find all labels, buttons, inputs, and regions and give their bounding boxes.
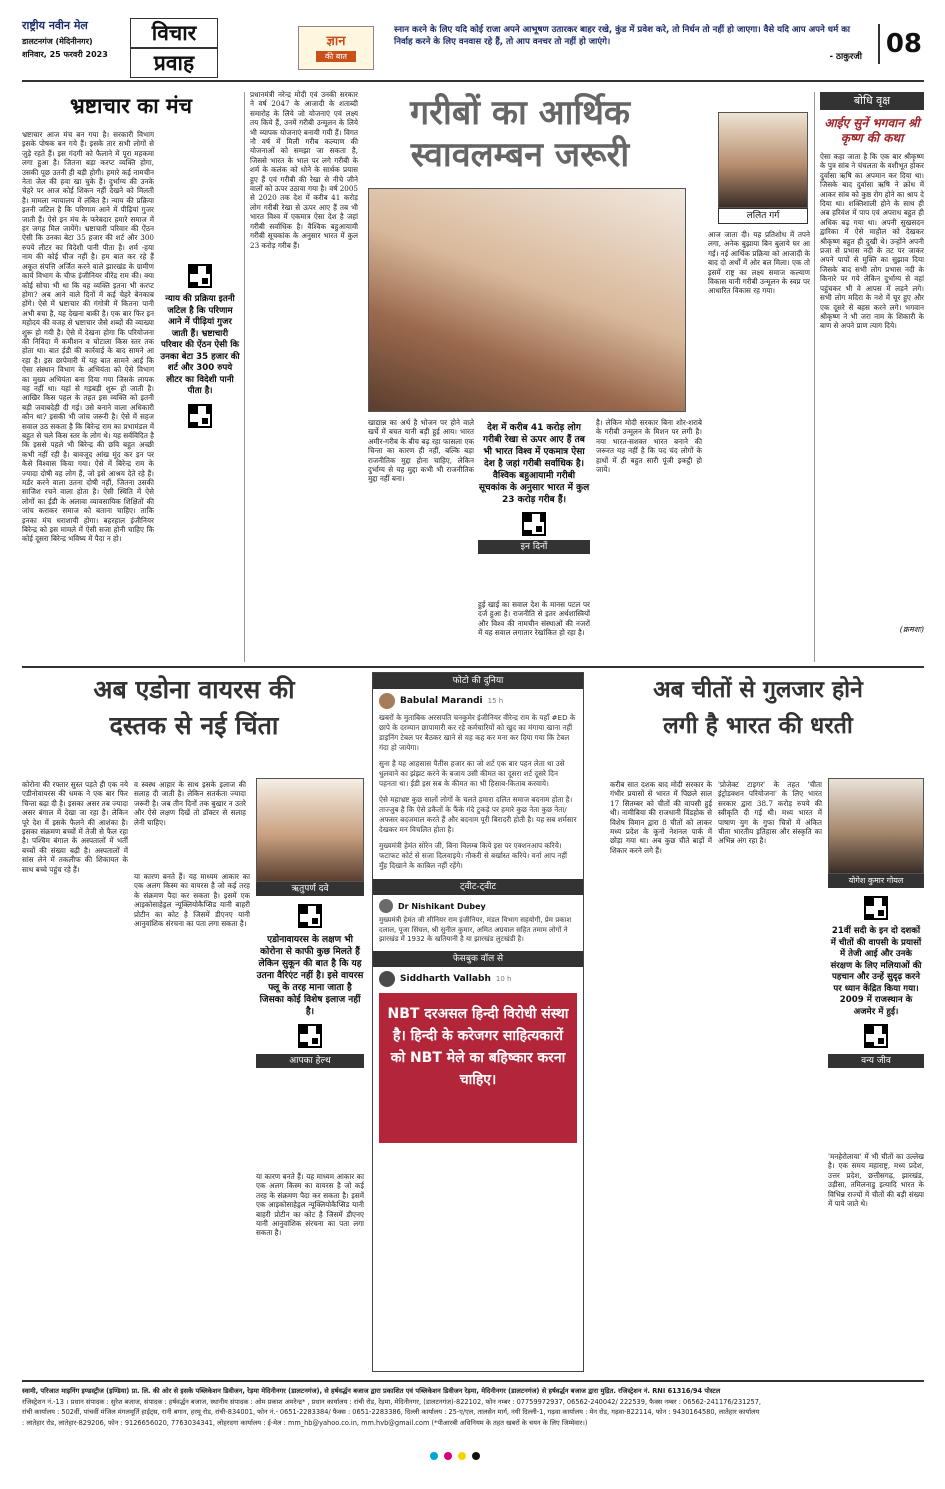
dot-icon [444,1452,452,1460]
cheetah-article [592,672,924,1372]
adenovirus-pull-quote-box [256,904,364,1068]
bodh-vriksh-title: आईए सुनें भगवान श्री कृष्ण की कथा [824,116,920,145]
photo-duniya-label: फोटो की दुनिया [373,673,583,689]
section-rule [22,666,924,668]
dot-icon [458,1452,466,1460]
qr-mark-icon [522,512,546,536]
post-text-2: सुना है यह आहसास पैतीस हजार का जो शर्ट एक बार पहन लेता था उसे धुलवाने का झंझट करने के बजाय उसी कीमत का दूसरा शर्ट दूसरे दिन पहनता था। ईडी इस सब के कीमत का भी हिसाब-किताब करवाये। [379,759,565,788]
in-dino-label: इन दिनों [478,540,590,554]
avatar [379,899,393,913]
qr-mark-icon [298,904,322,928]
gyan-badge [298,26,374,70]
imprint-line-2: रजिस्ट्रेशन नं.-13 । प्रधान संपादक : सुरेश बजाज, संपादक : हर्षवर्द्धन बजाज, स्थानीय संपादक : ओम प्रकाश अमरेन्द्र* , प्रधान कार्यालय : रांची रोड, रेड़मा, मेदिनीनगर, (डालटनगंज)-822102, फोन नम्बर : 07759972937, 06562-240042/ 222539, फैक्स नम्बर : 06562-241176/231257, [22,1397,762,1406]
post-header [379,693,577,709]
post-text-4: मुख्यमंत्री हेमंत सोरेन जी, बिना विलम्ब किये इस पर एक्शनआप करिये। फटाफट कोर्ट से सजा दिलवाइये। नौकरी से बर्खास्त करिये। वर्ना आप नहीं मुँह दिखाने के काबिल नहीं रहेंगे। [379,841,567,870]
bodh-vriksh-label: बोधि वृक्ष [820,92,924,110]
adenovirus-title [22,672,366,744]
masthead-rule [22,80,924,82]
imprint-line-4: : लातेहार रोड, लातेहार-829206, फोन : 9126656020, 7763034341, लोहरदगा कार्यालय : ई-मेल : mm_hb@yahoo.co.in, mm.hvb@gmail.com (*पीआरबी अधिनियम के तहत खबरों के चयन के लिए जिम्मेवार।) [22,1418,588,1427]
lead-photo [368,188,686,412]
registration-dots [430,1452,510,1462]
author-name: ललित गर्ग [718,208,808,224]
cheetah-title-line-1: अब चीतों से गुलजार होने [653,677,863,703]
adenovirus-article [22,672,366,1372]
masthead [22,18,922,78]
divider [814,92,815,662]
post-text-3: ऐसे महाभ्रष्ट कुछ सालों लोगों के चलते हमारा दलित समाज बदनाम होता है। ताज्जुब है कि ऐसे डकैतों के फैंके गंदे टुकड़े पर हमारे कुछ नेता कुछ नेता/अफसर बदजमाल करते हैं और बदनाम पूरी बिरादरी होती है। यह सब शर्मसार देखकर मन विचलित होता है। [379,795,577,834]
author-photo-lalit [718,112,808,222]
qr-mark-icon [864,896,888,920]
post-user: Dr Nishikant Dubey [398,901,486,911]
dot-icon [430,1452,438,1460]
post-header [379,971,577,987]
section-title-vichar: विचार [131,19,217,49]
bodh-vriksh-body: ऐसा कहा जाता है कि एक बार श्रीकृष्ण के पुत्र सांब ने चंचलता के वशीभूत होकर दुर्वासा ऋषि का अपमान कर दिया था। जिसके बाद दुर्वासा ऋषि ने क्रोध में आकर सांब को कुष्ठ रोग होने का श्राप दे दिया था। शक्तिशाली होने के साथ ही अब हरिवंश में पाप एवं अपराध बहुत ही अधिक बढ़ गया था। अपनी सुखसदन द्वारिका में ऐसे माहौल को देखकर श्रीकृष्ण बहुत ही दुखी थे। उन्होंने अपनी प्रजा से प्रभास नदी के तट पर जाकर अपने पापों से मुक्ति का सुझाव दिया जिसके बाद सभी लोग प्रभास नदी के किनारे पर गये लेकिन दुर्भाग्य से वहां पहुंचकर भी वे आपस में लड़ने लगे। सभी लोग मदिरा के नशे में चूर हुए और एक दूसरे से बहस करने लगे। भगवान श्रीकृष्ण ने भी जरा नाम के शिकारी के बाण से अपने प्राण त्याग दिये। [820,152,924,331]
lead-pull-quote-box [478,422,590,554]
health-label: आपका हेल्थ [256,1054,364,1068]
photo-duniya-post [373,689,583,875]
section-title [130,18,218,78]
author-photo-yogesh [828,778,924,890]
quote-author: - ठाकुरजी [829,52,862,62]
lead-title [370,92,670,176]
facebook-post [373,967,583,1147]
divider [244,92,245,662]
editorial-pull-quote: न्याय की प्रक्रिया इतनी जटिल है कि परिणाम आने में पीढ़ियां गुजर जाती हैं। भ्रष्टाचारी परिवार की ऐंठन ऐसी कि उनका बेटा 35 हजार की शर्ट और 300 रुपये लीटर का विदेशी पानी पीता है। [160,294,240,396]
post-header [379,899,577,913]
cheetah-title-line-2: लगी है भारत की धरती [663,713,853,739]
adenovirus-title-line-2: दस्तक से नई चिंता [109,711,279,740]
social-column [372,672,584,1372]
imprint-line-3: रांची कार्यालय : 502वीं, पांचवीं मंजिल मंगलमूर्ति हाईट्स, रानी बगान, हरमू रोड, रांची-834001, फोन नं.- 0651-2283384/ फैक्स : 0651-2283386, दिल्ली कार्यालय : 25-ए/एल, तालसेन मार्ग, नयी दिल्ली-1, गढ़वा कार्यालय : मेन रोड, गढ़वा-822114, फोन : 9430164580, लातेहार कार्यालय [22,1408,760,1416]
cheetah-title [592,672,924,744]
adenovirus-col-1: कोरोना की रफ्तार सुस्त पड़ते ही एक नये एडीनोवायरस की धमक ने एक बार फिर चिन्ता बढ़ा दी है। इसका असर तब ज्यादा असर बंगाल में देखा जा रहा है। लेकिन पूरे देश में इसके फैलने की आशंका है। इसका संक्रमण बच्चों में तेजी से फैल रहा है। पश्चिम बंगाल के अस्पतालों में भर्ती बच्चों की संख्या बढ़ी है। अस्पतालों में सांस लेने में तकलीफ की शिकायत के साथ बच्चे पहुंच रहे हैं। [22,780,128,874]
author-portrait [256,778,364,882]
adenovirus-title-line-1: अब एडोना वायरस की [93,675,295,704]
lead-col-5: आज जाता दी। यह प्रतिशोध में तपने लगा, अनेक बुझाया बिन बुलाये घर आ गई। नई आर्थिक प्रक्रिया को आजादी के बाद दो अर्थों में ओर बल मिला। एक तो इसमें राष्ट्र का लक्ष्य समाज कल्याण विकास यानी गरीबी उन्मूलन के स्वप्न पर आधारित विकास रह गया। [708,230,810,296]
page-number: 08 [878,24,922,64]
post-time: 15 h [487,697,504,705]
avatar [379,971,395,987]
cheetah-col-2: 'प्रोजेक्ट टाइगर' के तहत 'चीता इंट्रोडक्शन परियोजना' के लिए भारत सरकार द्वारा 38.7 करोड़ रुपये की स्वीकृति दी गई थी। मध्य भारत में पाषाण युग के गुफा चित्रों में अंकित चीता भारतीय इतिहास और संस्कृति का अभिन्न अंग रहा है। [718,780,822,846]
editorial-title: भ्रष्टाचार का मंच [70,94,192,118]
post-user: Babulal Marandi [400,696,483,706]
author-portrait [718,112,808,208]
qr-mark-icon [188,404,212,428]
cheetah-col-3: 'मनहेरोलाया' में भी चीतों का उल्लेख है। एक समय महाराष्ट्र, मध्य प्रदेश, उत्तर प्रदेश, छत्तीसगढ़, झारखंड, उड़ीसा, तमिलनाडु इत्यादि भारत के विभिन्न राज्यों में चीतों की बड़ी संख्या में पाये जाते थे। [828,1152,924,1209]
editorial-pull-quote-box [160,264,240,428]
lead-title-line-2: स्वावलम्बन जरूरी [410,135,630,175]
lead-col-4: है। लेकिन मोदी सरकार बिना शोर-शराबे के गरीबी उन्मूलन के मिशन पर लगी है। नया भारत-सशक्त भारत बनाने की जरूरत यह नहीं है कि पद चंद लोगों के हाथों में ही बहुत सारी पूंजी इकट्ठी हो जाये। [596,418,702,475]
qr-mark-icon [188,264,212,288]
lead-col-3: हुई खाई का सवाल देश के मानस पटल पर दर्ज हुआ है। राजनीति से इतर अर्थशास्त्रियों और विश्व की नामचीन संस्थाओं की नजरों में यह सवाल लगातार रेखांकित हो रहा है। [478,600,590,638]
imprint [22,1386,924,1442]
tweet-label: ट्वीट-ट्वीट [373,879,583,895]
paper-name: राष्ट्रीय नवीन मेल [22,19,88,32]
post-time: 10 h [495,974,512,983]
editorial [22,92,240,662]
avatar [379,693,395,709]
dot-icon [472,1452,480,1460]
daily-quote: स्नान करने के लिए यदि कोई राजा अपने आभूषण उतारकर बाहर रखे, कुंड में प्रवेश करे, तो निर्धन तो नहीं हो जाएगा। वैसे यदि आप अपने धर्म का निर्वाह करने के लिए वनवास रहे हैं, तो आप वनचर तो नहीं हो जाएंगे। [394,25,851,47]
author-photo-ritupurn [256,778,364,898]
tweet-post [373,895,583,949]
section-title-pravah: प्रवाह [153,51,195,75]
lead-title-line-1: गरीबों का आर्थिक [409,93,631,133]
gyan-label: ज्ञान [326,34,346,49]
bodh-vriksh [820,92,924,664]
imprint-line-1: स्वामी, परिजात माइनिंग इण्डस्ट्रीज (इण्डिया) प्रा. लि. की ओर से इसके पब्लिकेशन डिवीजन, रेड़मा मेदिनीनगर (डालटनगंज), से हर्षवर्द्धन बजाज द्वारा प्रकाशित एवं पब्लिकेशन डिवीजन रेड़मा, मेदिनीनगर (डालटनगंज) से हर्षवर्द्धन बजाज द्वारा मुद्रित. रजिस्ट्रेशन नं. RNI 61316/94 पोस्टल [22,1387,721,1395]
edition-date: शनिवार, 25 फरवरी 2023 [22,50,108,59]
adenovirus-pull-quote: एडोनावायरस के लक्षण भी कोरोना से काफी कुछ मिलते हैं लेकिन सुकून की बात है कि यह उतना वैरिएंट नहीं है। इसे वायरस फ्लू के तरह माना जाता है जिसका कोई विशेष इलाज नहीं है। [256,935,364,1017]
cheetah-pull-quote-box [828,896,924,1068]
post-text-1: खबरों के मुताबिक अरसपति चनकुमेर इंजीनियर वीरेन्द्र राम के यहाँ #ED के छापे के दरम्यान छापामारी कर रहे कर्मचारियों को खुद का मंगाया खाना नहीं डाइनिंग टेबल पर बैठकर खाने से यह कह कर मना कर दिया गया कि टेबल गंदा हो जायेगा। [379,713,576,752]
post-user: Siddharth Vallabh [400,973,491,984]
adenovirus-col-2: व स्वस्थ आहार के साथ इसके इलाज की सलाह दी जाती है। लेकिन सतर्कता ज्यादा जरूरी है। जब तीन दिनों तक बुखार न उतरे और ऐसे लक्षण दिखें तो डॉक्टर से सलाह लेनी चाहिए। [134,780,246,827]
cheetah-pull-quote: 21वीं सदी के इन दो दशकों में चीतों की वापसी के प्रयासों में तेजी आई और उनके संरक्षण के लिए मलियाओं की पहचान और उन्हें सुदृढ़ करने पर ध्यान केंद्रित किया गया। 2009 में राजस्थान के अजमेर में हुई। [830,926,922,1017]
lead-col-1: प्रधानमंत्री नरेन्द्र मोदी एवं उनकी सरकार ने वर्ष 2047 के आजादी के शताब्दी समारोह के लिये जो योजनाएं एवं लक्ष्य तय किये हैं, उनमें गरीबी उन्मूलन के लिये भी व्यापक योजनाएं बनायी गयी हैं। विगत नौ वर्ष में मिली गरीब कल्याण की योजनाओं को समझा जा सकता है, जिससे भारत के भाल पर लगे गरीबी के शर्म के कलंक को धोने के सार्थक प्रयास हुए हैं एवं गरीबी की रेखा से नीचे जीने वालों को ऊपर उठाया गया है। वर्ष 2005 से 2020 तक देश में करीब 41 करोड़ लोग गरीबी रेखा से ऊपर आए हैं तब भी भारत विश्व में एकमात्र ऐसा देश है जहां गरीबी सर्वाधिक है। वैश्विक बहुआयामी गरीबी सूचकांक के अनुसार भारत में कुल 23 करोड़ गरीब हैं। [250,90,358,250]
editorial-body: भ्रष्टाचार आज मंच बन गया है। सरकारी विभाग इसके पोषक बन गये हैं। इसके तार सभी लोगों से जुड़े रहते हैं। इस गंदगी को फैलाने में पूरा महकमा लगा हुआ है। जितना बड़ा करप्ट व्यक्ति होगा, उसकी पूछ उतनी ही बड़ी होगी। हमारे कई नामचीन नेता जेल की हवा खा चुके हैं। दुर्भाग्य की उनके चेहरे पर आज कोई शिकन नहीं देखने को मिलती है। मामला न्यायालय में लंबित है। न्याय की प्रक्रिया इतनी जटिल है कि परिणाम आने में पीढ़ियां गुजर जाती हैं। ऐसे इन मंच के फरेबदार हमारे समाज में हर जगह मिल जायेंगे। भ्रष्टाचारी परिवार की ऐंठन ऐसी कि उनका बेटा 35 हजार की शर्ट और 300 रुपये लीटर का विदेशी पानी पीता है। शर्म -हया नाम की कोई चीज नहीं है। हम बात कर रहे हैं अकूत संपत्ति अर्जित करने वाले झारखंड के ग्रामीण कार्य विभाग के चीफ इंजीनियर वीरेंद्र राम की। क्या कोई सोचा भी था कि वह व्यक्ति इतना भी करप्ट होगा? अब आने वाले दिनों में कई चेहरे बेनकाब होंगे। ऐसे में भ्रष्टाचार की गंगोत्री में कितना पानी अभी बचा है, यह देखना बाकी है। एक बार फिर इन महोदय की वजह से भ्रष्टाचार जैसे शब्दों की व्याख्या शुरू हो गयी है। ऐसे में देखना होगा कि परियोजना की निविदा में कमीशन व घोटाला किस स्तर तक होता था। बात ईडी की कार्रवाई के बाद सामने आ रहा है। इस छापेमारी में यह बात सामने आई कि ऐसा संस्थान विभाग के अभियंता को ऐसे विभाग का मुख्य अभियंता बना दिया गया जिसके लायक वह नहीं था। यहां से गड़बड़ी शुरू हो जाती है। आखिर किस पहल के तहत इस व्यक्ति को इतनी बड़ी जवाबदेही दी गई। उसे बनाने वाला अधिकारी कौन था? इसकी भी जांच जरूरी है। ऐसे में सहज सवाल उठ सकता है कि बिरेन्द्र राम का प्रभामंडल में बहुत से चले किस स्तर के लोग थे। यह सर्वविदित है कि इससे पहले भी बिरेन्द्र की छवि बहुत अच्छी कभी नहीं रही है। बावजूद आंख मूंद कर इन पर कैसे विश्वास किया गया। ऐसे में बिरेन्द्र राम के ज्यादा दोषी वह लोग हैं, जो इसे आश्रय देते रहे हैं। मर्डर करने वाला उतना दोषी नहीं, जितना उसकी साजिश रचने वाला होता है। ऐसी स्थिति में ऐसे लोगों का ईडी के अलावा व्यावसायिक शिक्षितों की जांच कराकर समाज को बताना चाहिए। ताकि इनका मंच धराशायी होगा। बहरहाल इंजीनियर बिरेन्द्र को इस मामले में ऐसी सजा होनी चाहिए कि कोई दूसरा बिरेन्द्र भविष्य में पैदा न हो। [22,130,154,544]
paper-logo [22,18,122,60]
edition: डालटनगंज (मेदिनीनगर) [22,37,93,46]
author-portrait [828,778,924,874]
cheetah-col-1: करीब सात दशक बाद मोदी सरकार के गंभीर प्रयासों से भारत में पिछले साल 17 सितम्बर को चीतों की वापसी हुई थी। नामीबिया की राजधानी विंडहोक से विशेष विमान द्वारा 8 चीतों को लाकर मध्य प्रदेश के कूनो नेशनल पार्क में छोड़ा गया था। अब कुछ चीते बाड़ों में शिकार करने लगे हैं। [610,780,712,855]
gyan-sub: की बात [316,51,356,62]
author-name: योगेश कुमार गोयल [828,874,924,888]
author-name: ऋतुपर्ण दवे [256,882,364,896]
facebook-poster: NBT दरअसल हिन्दी विरोधी संस्था है। हिन्दी के करेजगर साहित्यकारों को NBT मेले का बहिष्कार करना चाहिए। [379,993,577,1143]
footer-rule [22,1380,924,1382]
adenovirus-col-4: या कारण बनते हैं। यह माध्यम आकार का एक अलग किस्म का वायरस है जो कई तरह के संक्रमण पैदा कर सकता है। इसमें एक आइकोसाहेड्रल न्यूक्लियोकैप्सिड यानी बाहरी प्रोटीन का कोट है जिसमें डीएनए यानी आनुवांशिक संरचना का पता लगा सकता है। [256,1172,364,1238]
tweet-text: मुख्यमंत्री हेमंत जी सीनियर राम इंजीनियर, मंडल विभाग सहयोगी, प्रेम प्रकाश दलाल, पूजा सिंघल, श्री सुनील कुमार, अमित अग्रवाल सहित तमाम लोगों ने झारखंड में 1932 के खतियानी है या झारखंड लुटखंडी है। [379,916,572,944]
facebook-label: फेसबुक वॉल से [373,951,583,967]
adenovirus-col-3: या कारण बनते हैं। यह माध्यम आकार का एक अलग किस्म का वायरस है जो कई तरह के संक्रमण पैदा कर सकता है। इसमें एक आइकोसाहेड्रल न्यूक्लियोकैप्सिड यानी बाहरी प्रोटीन का कोट है जिसमें डीएनए यानी आनुवांशिक संरचना का पता लगा सकता है। [134,872,250,929]
lead-pull-quote: देश में करीब 41 करोड़ लोग गरीबी रेखा से ऊपर आए हैं तब भी भारत विश्व में एकमात्र ऐसा देश है जहां गरीबी सर्वाधिक है। वैश्विक बहुआयामी गरीबी सूचकांक के अनुसार भारत में कुल 23 करोड़ गरीब हैं। [478,423,590,505]
lead-col-2: खाद्यान्न का अर्थ है भोजन पर होने वाले खर्चे में बचत यानी बड़ी हुई आय। भारत अमीर-गरीब के बीच बढ़ रहा फासला एक चिन्ता का कारण ही नहीं, बल्कि बड़ा राजनीतिक मुद्दा होना चाहिए, लेकिन दुर्भाग्य से यह मुद्दा कभी भी राजनीतिक मुद्दा नहीं बना। [368,418,474,484]
bodh-vriksh-ending: (क्रमशः) [899,625,924,634]
qr-mark-icon [298,1024,322,1048]
van-jeev-label: वन्य जीव [828,1054,924,1068]
lead-article [250,88,810,664]
qr-mark-icon [864,1024,888,1048]
